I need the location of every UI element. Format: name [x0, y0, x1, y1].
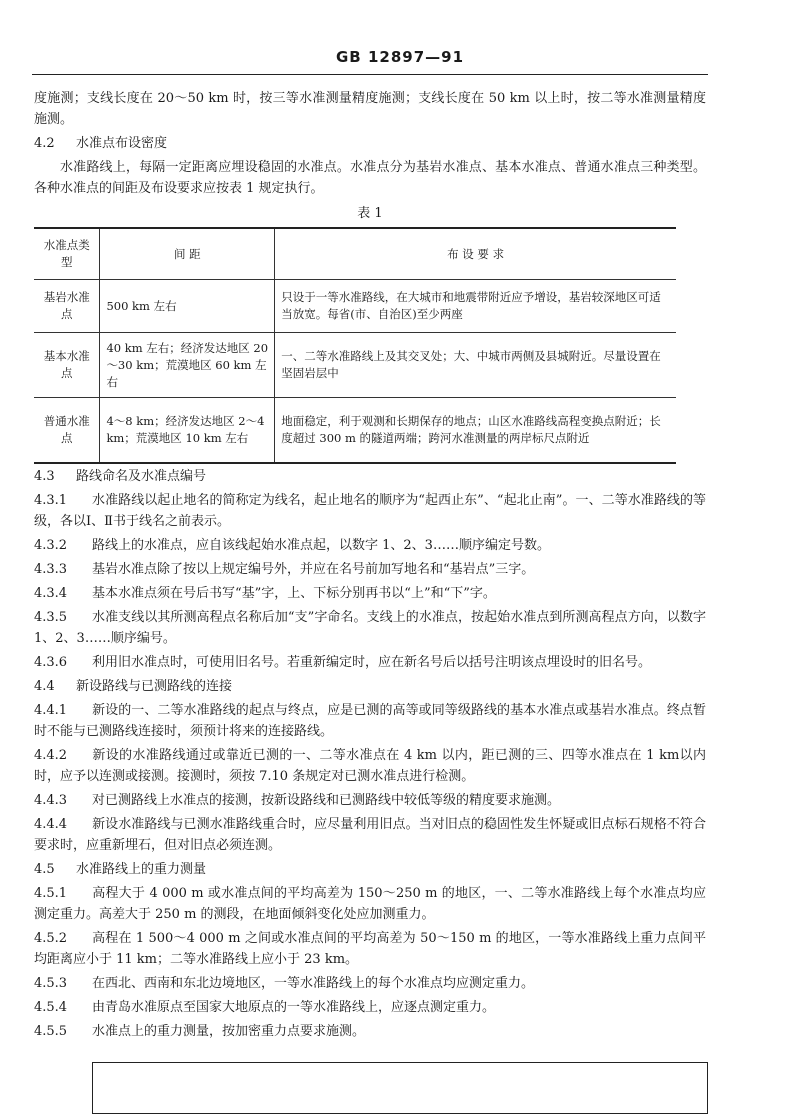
clause-text: 新设的水准路线通过或靠近已测的一、二等水准点在 4 km 以内，距已测的三、四等水准点在 1 km以内时，应予以连测或接测。接测时，须按 7.10 条规定对已测水准点进行检测。	[34, 748, 706, 784]
section-title: 水准点布设密度	[76, 136, 168, 151]
intro-paragraph: 度施测；支线长度在 20～50 km 时，按三等水准测量精度施测；支线长度在 50 km 以上时，按二等水准测量精度施测。	[34, 91, 706, 127]
section-4-4-heading	[34, 676, 706, 697]
footer-box	[92, 1062, 708, 1114]
clause-text: 水准点上的重力测量，按加密重力点要求施测。	[92, 1024, 366, 1039]
benchmark-table	[34, 227, 676, 464]
clause-4-5-4	[34, 997, 706, 1018]
clause-4-5-2	[34, 928, 706, 970]
clause-text: 水准支线以其所测高程点名称后加“支”字命名。支线上的水准点，按起始水准点到所测高程点方向，以数字 1、2、3……顺序编号。	[34, 610, 706, 646]
cell-requirements: 地面稳定，利于观测和长期保存的地点；山区水准路线高程变换点附近；长度超过 300 m 的隧道两端；跨河水准测量的两岸标尺点附近	[275, 398, 676, 464]
clause-number: 4.3.5	[34, 610, 68, 625]
cell-type: 基本水准点	[34, 333, 100, 398]
clause-number: 4.4.4	[34, 817, 68, 832]
clause-number: 4.4.1	[34, 703, 68, 718]
clause-4-5-1	[34, 883, 706, 925]
section-number: 4.5	[34, 862, 55, 877]
clause-4-4-1	[34, 700, 706, 742]
section-4-2-paragraph: 水准路线上，每隔一定距离应埋设稳固的水准点。水准点分为基岩水准点、基本水准点、普通水准点三种类型。各种水准点的间距及布设要求应按表 1 规定执行。	[34, 160, 706, 196]
clause-4-5-5	[34, 1021, 706, 1042]
clause-text: 由青岛水准原点至国家大地原点的一等水准路线上，应逐点测定重力。	[92, 1000, 496, 1015]
section-number: 4.3	[34, 469, 55, 484]
section-4-3-heading	[34, 466, 706, 487]
clause-4-3-6	[34, 652, 706, 673]
table-caption: 表 1	[357, 206, 383, 221]
clause-4-3-4	[34, 583, 706, 604]
table-header-row	[34, 228, 676, 280]
section-4-5-heading	[34, 859, 706, 880]
clause-4-3-1	[34, 490, 706, 532]
document-body	[34, 88, 706, 1045]
clause-text: 基岩水准点除了按以上规定编号外，并应在名号前加写地名和“基岩点”三字。	[92, 562, 535, 577]
header-rule	[32, 74, 708, 75]
clause-number: 4.3.2	[34, 538, 68, 553]
clause-text: 新设水准路线与已测水准路线重合时，应尽量利用旧点。当对旧点的稳固性发生怀疑或旧点标石规格不符合要求时，应重新埋石，但对旧点必须连测。	[34, 817, 706, 853]
clause-4-4-3	[34, 790, 706, 811]
cell-spacing: 500 km 左右	[100, 280, 275, 333]
clause-4-4-2	[34, 745, 706, 787]
clause-text: 高程在 1 500～4 000 m 之间或水准点间的平均高差为 50～150 m 的地区，一等水准路线上重力点间平均距离应小于 11 km；二等水准路线上应小于 23 km。	[34, 931, 706, 967]
cell-spacing: 40 km 左右；经济发达地区 20～30 km；荒漠地区 60 km 左右	[100, 333, 275, 398]
clause-text: 路线上的水准点，应自该线起始水准点起，以数字 1、2、3……顺序编定号数。	[92, 538, 550, 553]
header-requirements: 布 设 要 求	[275, 228, 676, 280]
clause-number: 4.3.1	[34, 493, 68, 508]
cell-spacing: 4～8 km；经济发达地区 2～4 km；荒漠地区 10 km 左右	[100, 398, 275, 464]
section-4-2-heading	[34, 133, 706, 154]
clause-number: 4.5.2	[34, 931, 68, 946]
clause-text: 在西北、西南和东北边境地区，一等水准路线上的每个水准点均应测定重力。	[92, 976, 535, 991]
clause-4-3-2	[34, 535, 706, 556]
clause-number: 4.4.2	[34, 748, 68, 763]
header-type: 水准点类型	[34, 228, 100, 280]
table-row	[34, 333, 676, 398]
clause-number: 4.5.4	[34, 1000, 68, 1015]
section-title: 新设路线与已测路线的连接	[76, 679, 233, 694]
cell-type: 普通水准点	[34, 398, 100, 464]
clause-number: 4.5.5	[34, 1024, 68, 1039]
clause-text: 水准路线以起止地名的简称定为线名，起止地名的顺序为“起西止东”、“起北止南”。一、二等水准路线的等级，各以Ⅰ、Ⅱ书于线名之前表示。	[34, 493, 706, 529]
cell-type: 基岩水准点	[34, 280, 100, 333]
section-number: 4.2	[34, 136, 55, 151]
clause-4-5-3	[34, 973, 706, 994]
section-title: 水准路线上的重力测量	[76, 862, 207, 877]
clause-text: 新设的一、二等水准路线的起点与终点，应是已测的高等或同等级路线的基本水准点或基岩水准点。终点暂时不能与已测路线连接时，须预计将来的连接路线。	[34, 703, 706, 739]
clause-4-3-5	[34, 607, 706, 649]
header-spacing: 间 距	[100, 228, 275, 280]
table-row	[34, 398, 676, 464]
clause-number: 4.3.6	[34, 655, 68, 670]
clause-text: 基本水准点须在号后书写“基”字，上、下标分别再书以“上”和“下”字。	[92, 586, 496, 601]
clause-number: 4.4.3	[34, 793, 68, 808]
clause-number: 4.3.3	[34, 562, 68, 577]
cell-requirements: 一、二等水准路线上及其交叉处；大、中城市两侧及县城附近。尽量设置在坚固岩层中	[275, 333, 676, 398]
clause-number: 4.5.3	[34, 976, 68, 991]
clause-number: 4.3.4	[34, 586, 68, 601]
clause-number: 4.5.1	[34, 886, 68, 901]
clause-text: 对已测路线上水准点的接测，按新设路线和已测路线中较低等级的精度要求施测。	[92, 793, 561, 808]
page-header: GB 12897—91	[335, 48, 465, 66]
section-title: 路线命名及水准点编号	[76, 469, 207, 484]
cell-requirements: 只设于一等水准路线，在大城市和地震带附近应予增设，基岩较深地区可适当放宽。每省(市、自治区)至少两座	[275, 280, 676, 333]
clause-4-4-4	[34, 814, 706, 856]
table-row	[34, 280, 676, 333]
clause-4-3-3	[34, 559, 706, 580]
clause-text: 利用旧水准点时，可使用旧名号。若重新编定时，应在新名号后以括号注明该点埋设时的旧名号。	[92, 655, 652, 670]
section-number: 4.4	[34, 679, 55, 694]
clause-text: 高程大于 4 000 m 或水准点间的平均高差为 150～250 m 的地区，一、二等水准路线上每个水准点均应测定重力。高差大于 250 m 的测段，在地面倾斜变化处应加测重力。	[34, 886, 706, 922]
